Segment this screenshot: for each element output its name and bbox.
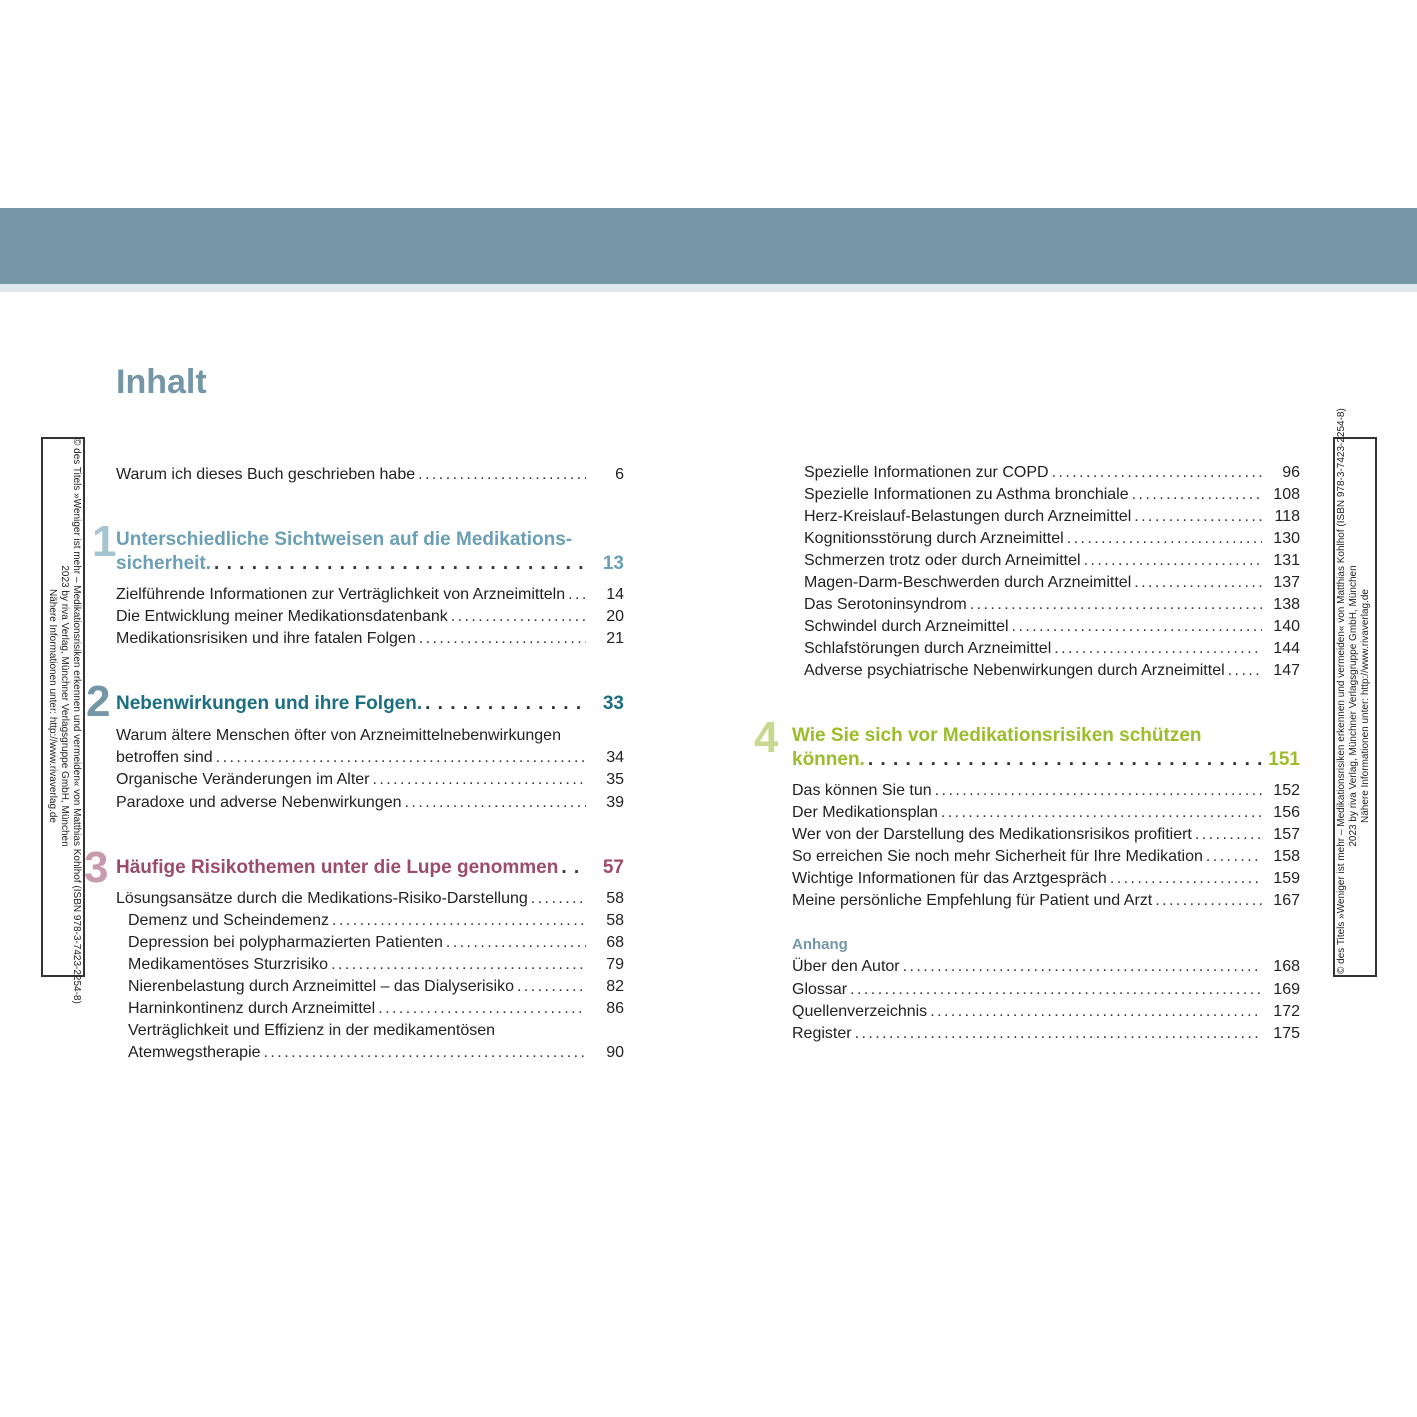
toc-entry-text: Paradoxe und adverse Nebenwirkungen: [116, 794, 402, 811]
toc-entry-text: Demenz und Scheindemenz: [128, 912, 330, 929]
leader-dots: [216, 747, 586, 769]
toc-entry-text: Über den Autor: [792, 958, 900, 975]
toc-subentry[interactable]: [804, 594, 1300, 616]
leader-dots: [1052, 462, 1262, 484]
copyright-line-2: 2023 by riva Verlag, Münchner Verlagsgruppe GmbH, München: [1348, 565, 1359, 847]
toc-page-number: 168: [1273, 958, 1300, 975]
leader-dots: [1012, 616, 1262, 638]
leader-dots: [1206, 846, 1262, 868]
leader-dots: [214, 552, 586, 576]
toc-page-number: 68: [606, 934, 624, 951]
toc-entry-text: Spezielle Informationen zu Asthma bronchiale: [804, 486, 1129, 503]
chapter-3-page: 57: [602, 857, 624, 878]
toc-page-number: 156: [1273, 804, 1300, 821]
toc-entry-text: Magen-Darm-Beschwerden durch Arzneimittel: [804, 574, 1132, 591]
toc-subentry[interactable]: [804, 572, 1300, 594]
toc-page-number: 169: [1273, 981, 1300, 998]
toc-page-number: 34: [606, 749, 624, 766]
leader-dots: [446, 932, 586, 954]
leader-dots: [1054, 638, 1262, 660]
toc-subentry[interactable]: [128, 910, 624, 932]
leader-dots: [970, 594, 1262, 616]
toc-page-number: 172: [1273, 1003, 1300, 1020]
leader-dots: [855, 1023, 1262, 1045]
leader-dots: [1134, 506, 1262, 528]
chapter-2-title: Nebenwirkungen und ihre Folgen.: [116, 693, 423, 714]
toc-subentry[interactable]: [804, 550, 1300, 572]
toc-entry-text: Wichtige Informationen für das Arztgespräch: [792, 870, 1107, 887]
toc-page-number: 14: [606, 586, 624, 603]
chapter-3-heading[interactable]: [116, 856, 624, 880]
toc-page-number: 108: [1273, 486, 1300, 503]
toc-entry[interactable]: [116, 584, 624, 606]
toc-page-number: 118: [1274, 508, 1300, 525]
toc-entry-text: Verträglichkeit und Effizienz in der medikamentösen: [128, 1022, 496, 1039]
toc-entry-text: Depression bei polypharmazierten Patienten: [128, 934, 443, 951]
toc-entry-text: Warum ich dieses Buch geschrieben habe: [116, 466, 416, 483]
chapter-3-title: Häufige Risikothemen unter die Lupe genommen: [116, 857, 559, 878]
leader-dots: [331, 954, 586, 976]
header-band-shadow: [0, 284, 1417, 292]
toc-subentry[interactable]: [804, 506, 1300, 528]
toc-entry[interactable]: [116, 606, 624, 628]
toc-page-number: 167: [1273, 892, 1300, 909]
toc-entry-text: Schlafstörungen durch Arzneimittel: [804, 640, 1052, 657]
appendix-heading: Anhang: [792, 936, 848, 953]
copyright-box-right: [1333, 408, 1377, 977]
toc-page-number: 138: [1273, 596, 1300, 613]
toc-entry[interactable]: [792, 979, 1300, 1001]
toc-entry-text: Meine persönliche Empfehlung für Patient und Arzt: [792, 892, 1153, 909]
toc-entry[interactable]: [792, 802, 1300, 824]
toc-page-number: 130: [1273, 530, 1300, 547]
toc-subentry[interactable]: [804, 484, 1300, 506]
chapter-4-title-line-2: können.: [792, 749, 865, 770]
toc-page-number: 96: [1282, 464, 1300, 481]
chapter-2-number: 2: [86, 677, 111, 726]
leader-dots: [903, 956, 1262, 978]
toc-entry[interactable]: [116, 792, 624, 814]
toc-subentry[interactable]: [128, 1020, 624, 1064]
toc-entry-text: Lösungsansätze durch die Medikations-Risiko-Darstellung: [116, 890, 528, 907]
toc-entry-text: Die Entwicklung meiner Medikationsdatenbank: [116, 608, 448, 625]
toc-subentry[interactable]: [804, 528, 1300, 550]
leader-dots: [1134, 572, 1262, 594]
toc-page-number: 157: [1273, 826, 1300, 843]
copyright-text: [44, 438, 82, 1004]
toc-entry[interactable]: [792, 846, 1300, 868]
toc-page-number: 175: [1273, 1025, 1300, 1042]
toc-entry-text: Das Serotoninsyndrom: [804, 596, 967, 613]
toc-subentry[interactable]: [804, 638, 1300, 660]
toc-page-number: 159: [1273, 870, 1300, 887]
toc-page-number: 20: [606, 608, 624, 625]
toc-entry-text: Das können Sie tun: [792, 782, 932, 799]
toc-entry[interactable]: [116, 628, 624, 650]
chapter-3-number: 3: [84, 843, 109, 892]
toc-entry-text: Medikationsrisiken und ihre fatalen Folgen: [116, 630, 416, 647]
leader-dots: [531, 888, 586, 910]
toc-page-number: 21: [606, 630, 624, 647]
toc-page-number: 39: [606, 794, 624, 811]
leader-dots: [1155, 890, 1262, 912]
toc-page-number: 35: [606, 771, 624, 788]
leader-dots: [1110, 868, 1262, 890]
toc-entry[interactable]: [792, 824, 1300, 846]
copyright-line-1: © des Titels »Weniger ist mehr – Medikationsrisiken erkennen und vermeiden« von Matthias Kohlhof (ISBN 978-3-7423-2254-8): [1336, 408, 1347, 974]
chapter-2-heading[interactable]: [116, 692, 624, 716]
toc-entry[interactable]: [116, 725, 624, 769]
chapter-1-heading[interactable]: [116, 528, 624, 576]
toc-entry-text: Herz-Kreislauf-Belastungen durch Arzneimittel: [804, 508, 1132, 525]
leader-dots: [1084, 550, 1262, 572]
toc-page-number: 58: [606, 890, 624, 907]
toc-entry-text: Atemwegstherapie: [128, 1044, 261, 1061]
chapter-1-number: 1: [92, 517, 117, 566]
leader-dots: [941, 802, 1262, 824]
leader-dots: [517, 976, 586, 998]
toc-entry-text: Glossar: [792, 981, 848, 998]
leader-dots: [264, 1042, 586, 1064]
chapter-4-page: 151: [1268, 749, 1300, 770]
copyright-box-left: [41, 437, 85, 1004]
toc-subentry[interactable]: [128, 954, 624, 976]
toc-entry[interactable]: [116, 888, 624, 910]
copyright-line-2: 2023 by riva Verlag, Münchner Verlagsgruppe GmbH, München: [59, 565, 70, 847]
toc-subentry[interactable]: [128, 932, 624, 954]
toc-subentry[interactable]: [804, 660, 1300, 682]
toc-entry-text: Schwindel durch Arzneimittel: [804, 618, 1009, 635]
leader-dots: [425, 692, 586, 716]
toc-entry-text: betroffen sind: [116, 749, 213, 766]
leader-dots: [935, 780, 1262, 802]
toc-entry-text: Schmerzen trotz oder durch Arneimittel: [804, 552, 1081, 569]
toc-subentry[interactable]: [128, 998, 624, 1020]
leader-dots: [1067, 528, 1262, 550]
toc-entry-text: Kognitionsstörung durch Arzneimittel: [804, 530, 1064, 547]
leader-dots: [930, 1001, 1262, 1023]
leader-dots: [1228, 660, 1262, 682]
toc-entry[interactable]: [792, 956, 1300, 978]
toc-entry-text: Der Medikationsplan: [792, 804, 938, 821]
toc-page-number: 79: [606, 956, 624, 973]
chapter-1-page: 13: [602, 553, 624, 574]
toc-entry-text: Quellenverzeichnis: [792, 1003, 928, 1020]
chapter-2-page: 33: [602, 693, 624, 714]
toc-page-number: 152: [1273, 782, 1300, 799]
toc-subentry[interactable]: [804, 616, 1300, 638]
toc-entry-text: Zielführende Informationen zur Verträglichkeit von Arzneimitteln: [116, 586, 566, 603]
leader-dots: [372, 769, 586, 791]
toc-page-number: 137: [1273, 574, 1300, 591]
toc-entry-text: Warum ältere Menschen öfter von Arzneimittelnebenwirkungen: [116, 727, 561, 744]
toc-entry[interactable]: [792, 1001, 1300, 1023]
chapter-4-heading[interactable]: [792, 724, 1300, 772]
toc-page-number: 131: [1273, 552, 1300, 569]
toc-page-number: 58: [606, 912, 624, 929]
toc-page-number: 140: [1273, 618, 1300, 635]
toc-subentry[interactable]: [128, 976, 624, 998]
toc-page-number: 90: [606, 1044, 624, 1061]
toc-entry-text: Adverse psychiatrische Nebenwirkungen durch Arzneimittel: [804, 662, 1225, 679]
chapter-1-title-line-2: sicherheit.: [116, 553, 212, 574]
toc-page-number: 86: [606, 1000, 624, 1017]
toc-entry-text: Medikamentöses Sturzrisiko: [128, 956, 329, 973]
toc-entry-text: Spezielle Informationen zur COPD: [804, 464, 1049, 481]
toc-entry[interactable]: [792, 868, 1300, 890]
toc-entry-text: So erreichen Sie noch mehr Sicherheit für Ihre Medikation: [792, 848, 1203, 865]
page-title: Inhalt: [116, 363, 207, 401]
leader-dots: [868, 748, 1262, 772]
leader-dots: [419, 628, 586, 650]
toc-entry[interactable]: [792, 890, 1300, 912]
chapter-1-title-line-1: Unterschiedliche Sichtweisen auf die Medikations-: [116, 529, 573, 550]
toc-entry[interactable]: [792, 1023, 1300, 1045]
toc-page-number: 158: [1273, 848, 1300, 865]
toc-entry-text: Organische Veränderungen im Alter: [116, 771, 370, 788]
leader-dots: [1132, 484, 1262, 506]
leader-dots: [451, 606, 586, 628]
chapter-4-title-line-1: Wie Sie sich vor Medikationsrisiken schützen: [792, 725, 1202, 746]
toc-entry[interactable]: [792, 780, 1300, 802]
toc-page-number: 6: [615, 466, 624, 483]
leader-dots: [568, 584, 586, 606]
leader-dots: [405, 792, 586, 814]
toc-subentry[interactable]: [804, 462, 1300, 484]
leader-dots: [418, 464, 586, 486]
toc-entry-text: Harninkontinenz durch Arzneimittel: [128, 1000, 376, 1017]
toc-entry-text: Wer von der Darstellung des Medikationsrisikos profitiert: [792, 826, 1192, 843]
chapter-4-number: 4: [754, 713, 779, 762]
toc-entry-text: Register: [792, 1025, 852, 1042]
copyright-line-3: Nähere Informationen unter: http://www.rivaverlag.de: [47, 588, 58, 823]
header-band: [0, 208, 1417, 284]
toc-entry-text: Nierenbelastung durch Arzneimittel – das Dialyserisiko: [128, 978, 514, 995]
copyright-line-1: © des Titels »Weniger ist mehr – Medikationsrisiken erkennen und vermeiden« von Matthias Kohlhof (ISBN 978-3-7423-2254-8): [71, 438, 82, 1004]
toc-page-number: 144: [1273, 640, 1300, 657]
toc-page-number: 82: [606, 978, 624, 995]
toc-page-number: 147: [1273, 662, 1300, 679]
toc-entry[interactable]: [116, 769, 624, 791]
leader-dots: [378, 998, 586, 1020]
leader-dots: [1195, 824, 1262, 846]
leader-dots: [561, 856, 586, 880]
copyright-line-3: Nähere Informationen unter: http://www.rivaverlag.de: [1360, 589, 1371, 824]
leader-dots: [332, 910, 586, 932]
copyright-text: [1336, 408, 1374, 974]
toc-entry-intro[interactable]: [116, 464, 624, 486]
leader-dots: [850, 979, 1262, 1001]
